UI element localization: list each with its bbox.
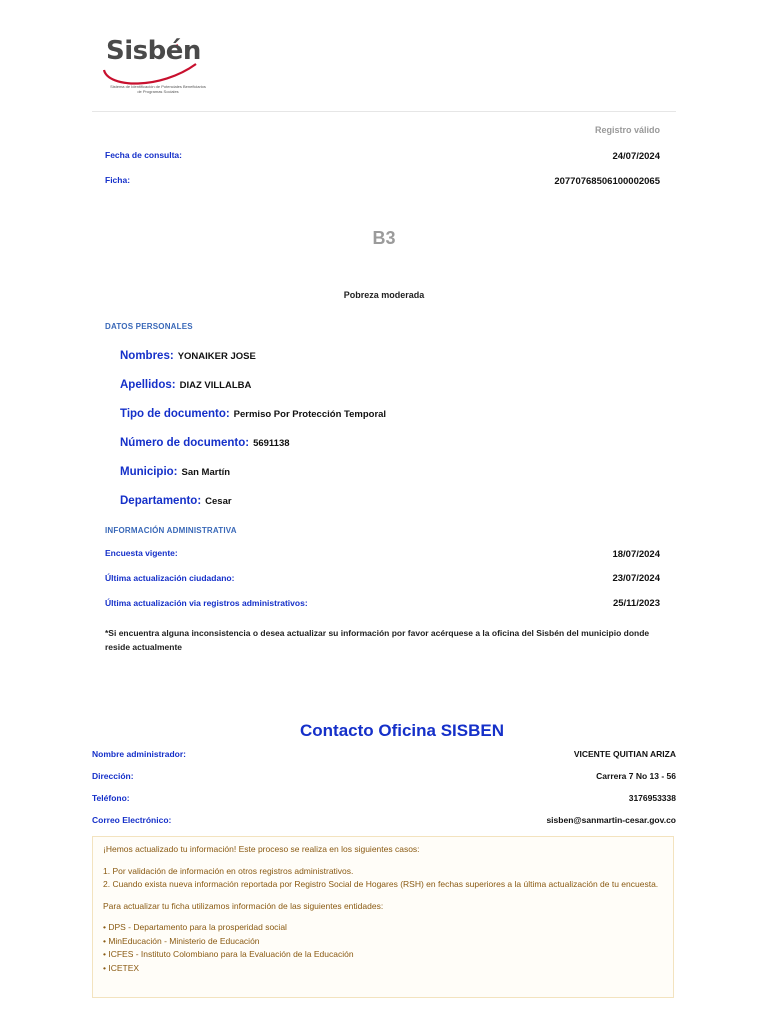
brand-subtitle: Sistema de Identificación de Potenciales Beneficiarios de Programas Sociales <box>110 84 206 94</box>
brand-name: Sisbén <box>106 36 201 66</box>
admin-value-ciudadano: 23/07/2024 <box>612 573 660 584</box>
info-intro: ¡Hemos actualizado tu información! Este proceso se realiza en los siguientes casos: <box>103 844 420 854</box>
ficha-value: 20770768506100002065 <box>554 176 660 187</box>
list-item: • MinEducación - Ministerio de Educación <box>103 935 260 946</box>
info-case-1: 1. Por validación de información en otros registros administrativos. <box>103 865 354 876</box>
contact-label-telefono: Teléfono: <box>92 793 130 803</box>
personal-row-tipo-documento <box>120 404 386 422</box>
contact-label-direccion: Dirección: <box>92 771 134 781</box>
list-item: • DPS - Departamento para la prosperidad social <box>103 922 287 932</box>
sisben-group: B3 <box>372 228 396 248</box>
ficha-label: Ficha: <box>105 175 131 185</box>
field-value: DIAZ VILLALBA <box>179 380 252 391</box>
admin-label-registros: Última actualización via registros administrativos: <box>105 598 308 608</box>
field-value: YONAIKER JOSE <box>177 351 256 362</box>
personal-section-title: DATOS PERSONALES <box>105 322 193 331</box>
field-label: Tipo de documento: <box>120 408 230 420</box>
info-case-2: 2. Cuando exista nueva información reportada por Registro Social de Hogares (RSH) en fechas superiores a la última actualización de tu encuesta. <box>103 879 659 889</box>
contact-title: Contacto Oficina SISBEN <box>299 721 505 740</box>
field-label: Nombres: <box>120 350 174 362</box>
fecha-consulta-label: Fecha de consulta: <box>105 150 182 160</box>
personal-row-departamento <box>120 491 232 509</box>
list-item: • ICFES - Instituto Colombiano para la Evaluación de la Educación <box>103 949 354 959</box>
field-value: Cesar <box>205 496 232 507</box>
contact-value-admin: VICENTE QUITIAN ARIZA <box>573 749 676 759</box>
contact-value-correo[interactable]: sisben@sanmartin-cesar.gov.co <box>546 815 676 825</box>
entities-list <box>103 921 663 975</box>
contact-label-admin: Nombre administrador: <box>92 749 186 759</box>
field-value: 5691138 <box>253 438 290 449</box>
contact-value-direccion: Carrera 7 No 13 - 56 <box>596 771 676 781</box>
info-entities-intro: Para actualizar tu ficha utilizamos información de las siguientes entidades: <box>103 900 384 911</box>
personal-row-numero-documento <box>120 433 290 451</box>
contact-value-telefono: 3176953338 <box>628 793 676 803</box>
update-info-box <box>92 836 674 998</box>
group-description: Pobreza moderada <box>343 290 425 300</box>
personal-row-apellidos <box>120 375 251 393</box>
contact-label-correo: Correo Electrónico: <box>92 815 172 825</box>
list-item: • ICETEX <box>103 962 140 973</box>
header-divider <box>92 111 676 112</box>
admin-value-encuesta: 18/07/2024 <box>612 549 660 560</box>
status-badge: Registro válido <box>594 125 660 135</box>
admin-section-title: INFORMACIÓN ADMINISTRATIVA <box>105 526 237 535</box>
field-value: San Martín <box>181 467 231 478</box>
personal-row-municipio <box>120 462 230 480</box>
info-cases <box>103 865 663 892</box>
field-value: Permiso Por Protección Temporal <box>233 409 387 420</box>
admin-value-registros: 25/11/2023 <box>612 598 660 609</box>
field-label: Apellidos: <box>120 379 176 391</box>
inconsistency-note: *Si encuentra alguna inconsistencia o desea actualizar su información por favor acérquese a la oficina del Sisbén del municipio donde reside actualmente <box>105 628 650 652</box>
field-label: Número de documento: <box>120 437 250 449</box>
fecha-consulta-value: 24/07/2024 <box>612 151 660 162</box>
field-label: Municipio: <box>120 466 178 478</box>
admin-label-ciudadano: Última actualización ciudadano: <box>105 573 235 583</box>
admin-label-encuesta: Encuesta vigente: <box>105 548 178 558</box>
personal-row-nombres <box>120 346 256 364</box>
sisben-logo <box>100 34 210 96</box>
field-label: Departamento: <box>120 495 202 507</box>
